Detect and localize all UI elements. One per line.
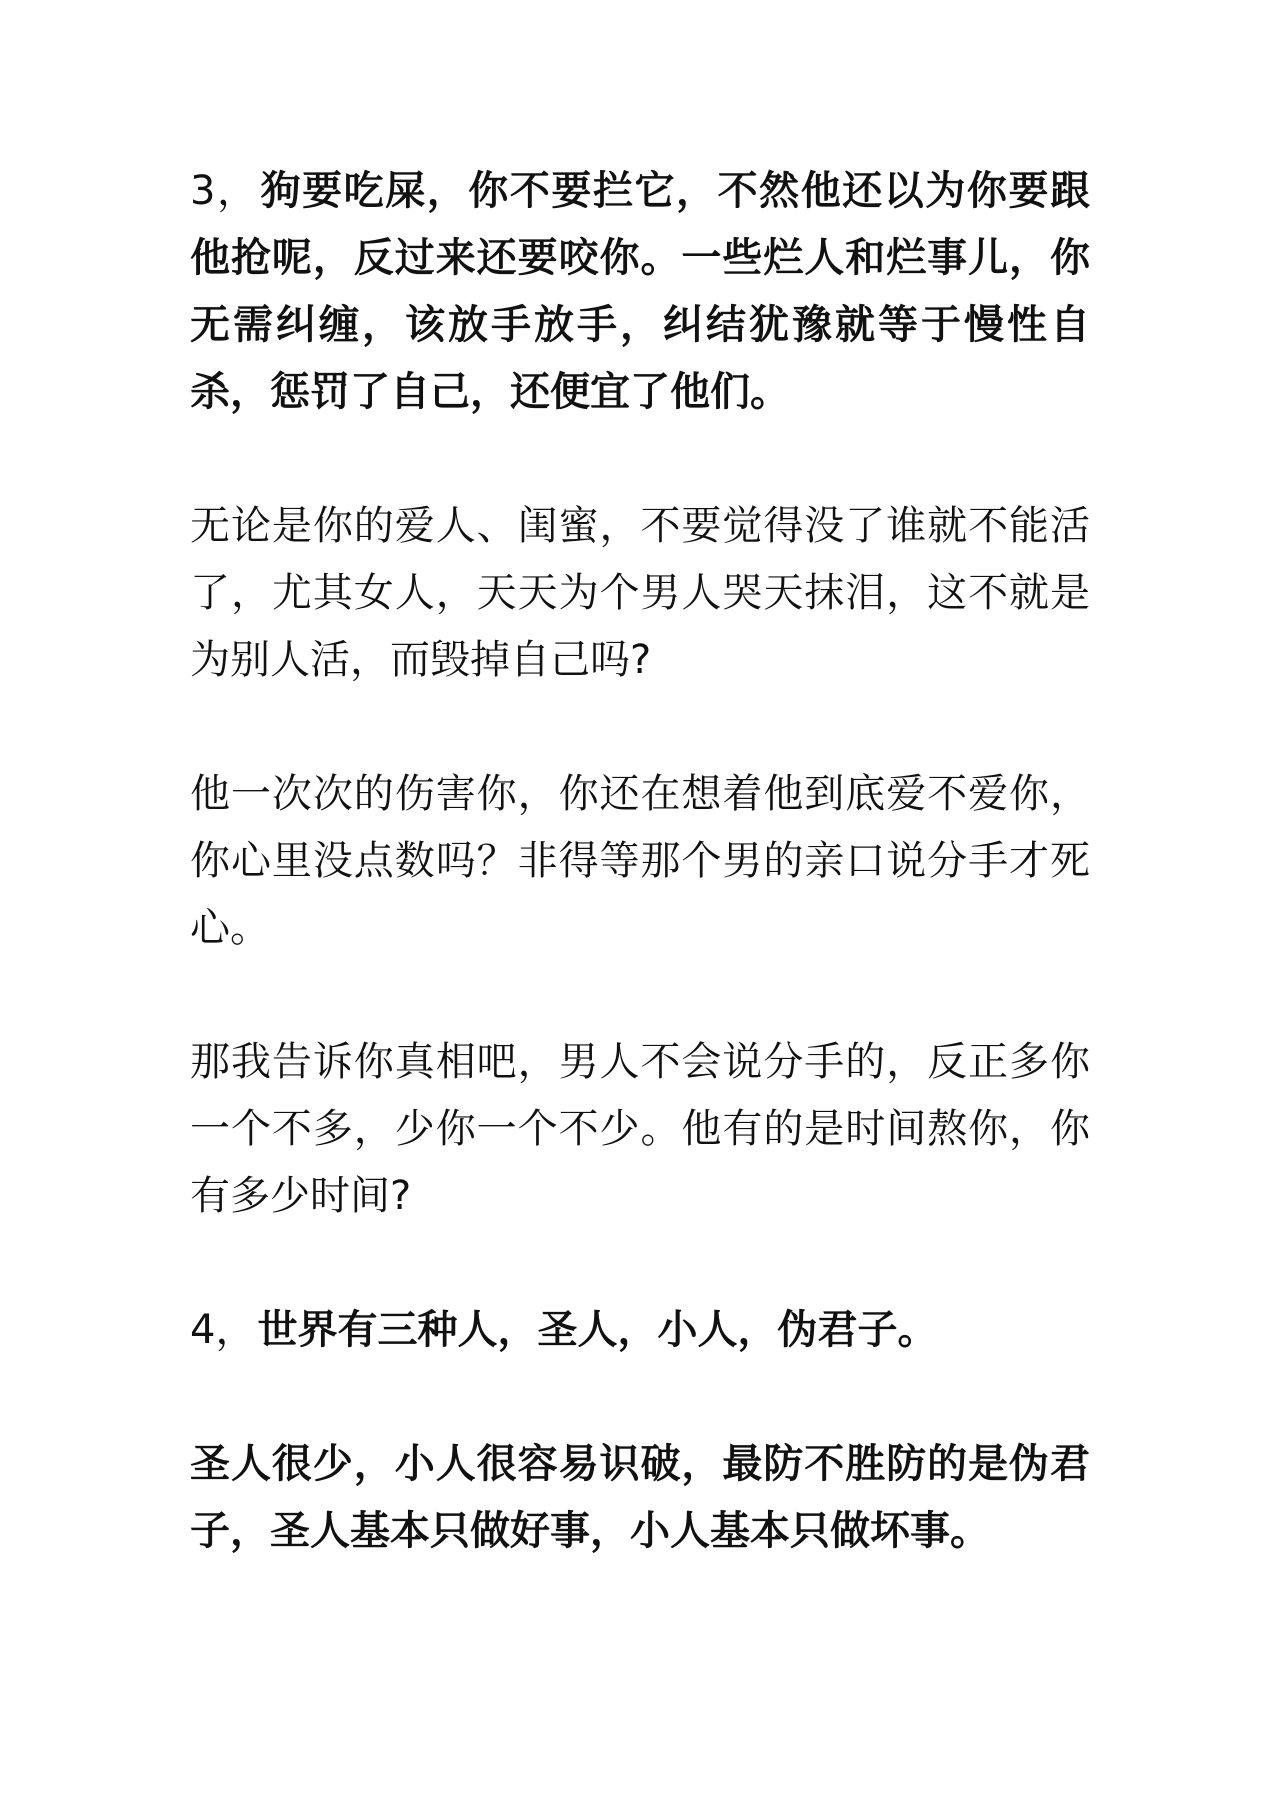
paragraph-text: 无论是你的爱人、闺蜜，不要觉得没了谁就不能活了，尤其女人，天天为个男人哭天抹泪，这不就是为别人活，而毁掉自己吗?	[190, 503, 1090, 683]
paragraph-hurt	[190, 761, 1090, 962]
article-body	[190, 158, 1090, 1565]
paragraph-text: 那我告诉你真相吧，男人不会说分手的，反正多你一个不多，少你一个不少。他有的是时间熬你，你有多少时间?	[190, 1039, 1090, 1219]
paragraph-4-three-kinds	[190, 1297, 1090, 1364]
paragraph-truth	[190, 1029, 1090, 1230]
paragraph-text: 圣人很少，小人很容易识破，最防不胜防的是伪君子，圣人基本只做好事，小人基本只做坏事。	[190, 1441, 1090, 1554]
paragraph-3-dog	[190, 158, 1090, 426]
paragraph-text: 世界有三种人，圣人，小人，伪君子。	[257, 1307, 938, 1353]
paragraph-number: 3，	[190, 168, 259, 214]
paragraph-text: 他一次次的伤害你，你还在想着他到底爱不爱你，你心里没点数吗？非得等那个男的亲口说分手才死心。	[190, 771, 1090, 951]
paragraph-number: 4，	[190, 1307, 256, 1353]
paragraph-saints	[190, 1431, 1090, 1565]
paragraph-text: 狗要吃屎，你不要拦它，不然他还以为你要跟他抢呢，反过来还要咬你。一些烂人和烂事儿，你无需纠缠，该放手放手，纠结犹豫就等于慢性自杀，惩罚了自己，还便宜了他们。	[190, 168, 1091, 415]
paragraph-lover	[190, 493, 1090, 694]
